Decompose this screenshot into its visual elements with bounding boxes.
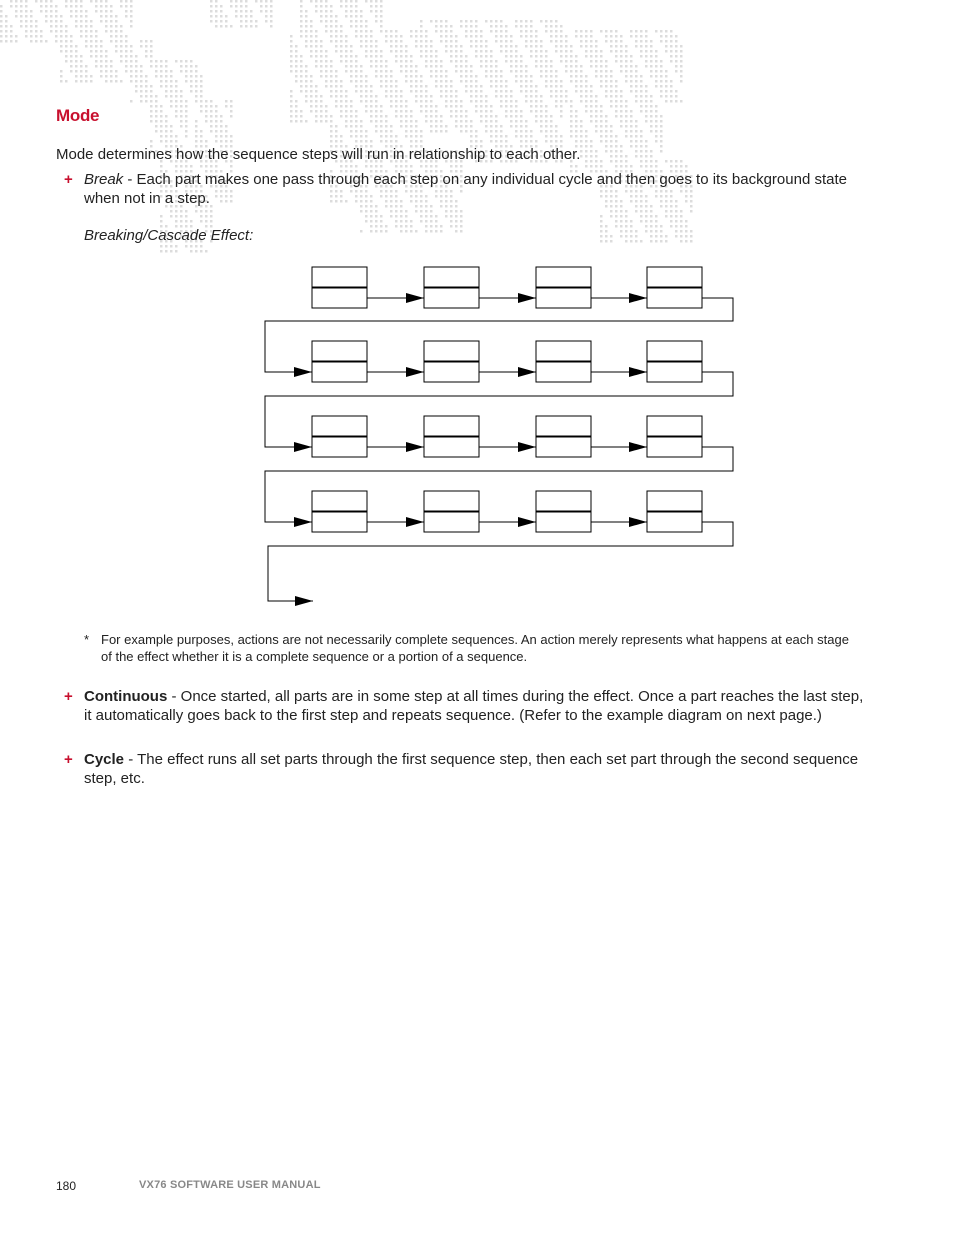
section-title: Mode [56, 106, 100, 125]
step-box-bottom [536, 512, 591, 532]
step-block [647, 267, 702, 308]
step-block [424, 416, 479, 457]
step-box-top [536, 491, 591, 511]
step-block [647, 341, 702, 382]
step-box-top [647, 416, 702, 436]
bullet-term: Cycle [84, 751, 125, 768]
step-box-top [312, 341, 367, 361]
step-box-bottom [312, 512, 367, 532]
step-box-top [647, 491, 702, 511]
step-box-bottom [536, 362, 591, 382]
step-box-bottom [647, 362, 702, 382]
step-box-top [424, 416, 479, 436]
step-box-top [536, 416, 591, 436]
step-block [312, 341, 367, 382]
bullet-term: Continuous [84, 688, 168, 705]
bullet-continuous [56, 688, 866, 725]
step-block [312, 267, 367, 308]
intro-paragraph: Mode determines how the sequence steps will run in relationship to each other. [56, 146, 581, 163]
step-block [424, 341, 479, 382]
footnote [84, 631, 854, 665]
step-block [647, 491, 702, 532]
step-box-bottom [647, 288, 702, 308]
footnote-marker: * [84, 632, 90, 647]
step-box-top [647, 341, 702, 361]
step-box-top [647, 267, 702, 287]
step-box-bottom [424, 288, 479, 308]
bullet-text: - Once started, all parts are in some step at all times during the effect. Once a part reaches the last step, it automatically goes back to the first step and repeats sequence. (Refer to the example diagram on next page.) [84, 688, 864, 724]
step-box-top [424, 341, 479, 361]
bullet-cycle [56, 751, 866, 788]
step-box-top [312, 491, 367, 511]
bullet-text: - The effect runs all set parts through the first sequence step, then each set part through the second sequence step, etc. [84, 751, 859, 787]
step-block [424, 267, 479, 308]
step-block [312, 491, 367, 532]
bullet-plus-icon: + [64, 688, 73, 705]
step-block [536, 267, 591, 308]
step-block [536, 416, 591, 457]
diagram-caption: Breaking/Cascade Effect: [84, 227, 254, 244]
step-box-bottom [424, 437, 479, 457]
step-box-bottom [312, 437, 367, 457]
bullet-plus-icon: + [64, 171, 73, 188]
step-box-top [312, 267, 367, 287]
step-box-bottom [647, 437, 702, 457]
step-box-top [536, 267, 591, 287]
manual-title: VX76 SOFTWARE USER MANUAL [139, 1179, 321, 1191]
step-box-bottom [312, 362, 367, 382]
footnote-text: For example purposes, actions are not necessarily complete sequences. An action merely represents what happens at each stage of the effect whether it is a complete sequence or a portion of a sequence. [101, 632, 849, 664]
exit-arrow [268, 522, 733, 601]
step-block [647, 416, 702, 457]
step-box-bottom [536, 437, 591, 457]
step-box-bottom [536, 288, 591, 308]
step-block [536, 341, 591, 382]
step-box-bottom [424, 362, 479, 382]
step-box-top [424, 491, 479, 511]
step-box-bottom [647, 512, 702, 532]
step-block [536, 491, 591, 532]
bullet-plus-icon: + [64, 751, 73, 768]
step-box-bottom [424, 512, 479, 532]
step-box-bottom [312, 288, 367, 308]
step-box-top [424, 267, 479, 287]
step-block [312, 416, 367, 457]
step-box-top [312, 416, 367, 436]
step-block [424, 491, 479, 532]
bullet-term: Break [84, 171, 124, 188]
step-box-top [536, 341, 591, 361]
page-number: 180 [56, 1179, 77, 1193]
bullet-text: - Each part makes one pass through each step on any individual cycle and then goes to its background state when not in a step. [84, 171, 847, 207]
